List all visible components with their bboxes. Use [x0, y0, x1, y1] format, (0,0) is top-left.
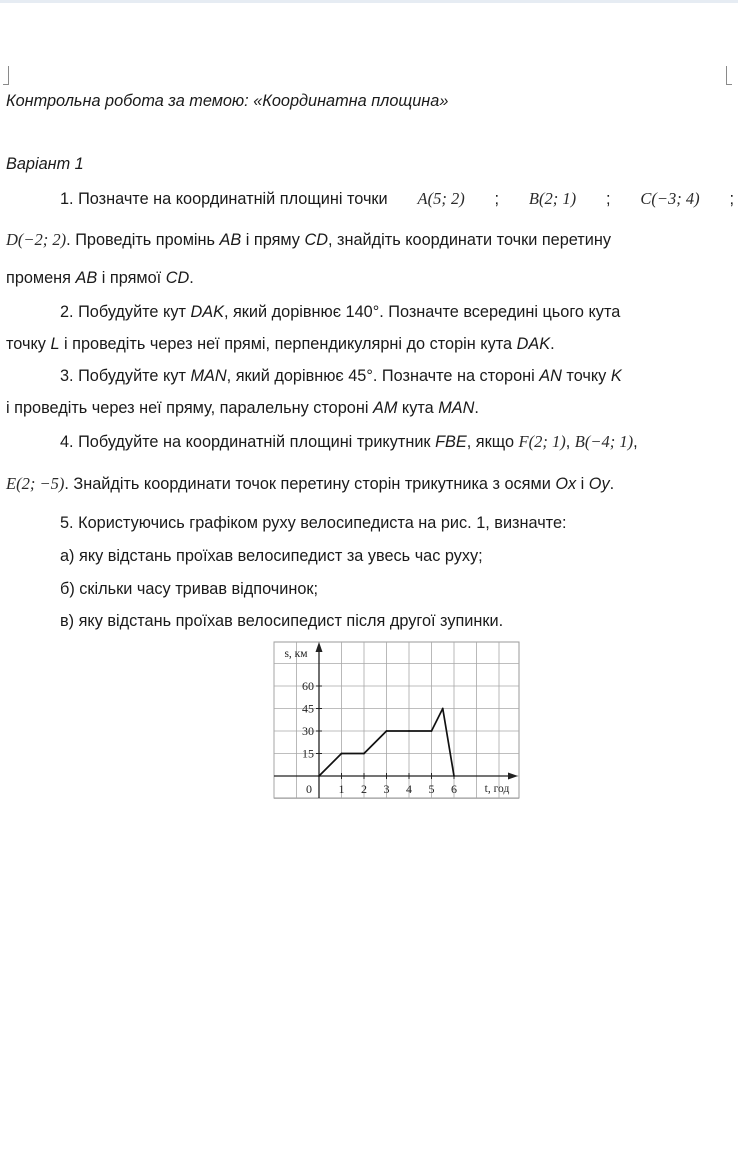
side-am: AM	[372, 399, 398, 417]
y-tick-label: 60	[302, 679, 314, 693]
task4-line2	[6, 474, 614, 494]
task1-intro: 1. Позначте на координатній площині точки	[60, 190, 388, 208]
document-title: Контрольна робота за темою: «Координатна площина»	[6, 92, 449, 110]
top-border	[0, 0, 738, 3]
line-cd: CD	[165, 269, 190, 287]
angle-dak: DAK	[516, 335, 551, 353]
x-tick-label: 1	[338, 782, 345, 796]
data-point	[386, 730, 388, 732]
separator: ;	[494, 190, 500, 208]
axis-oy: Oy	[588, 475, 610, 493]
text: точку	[6, 335, 51, 353]
data-point	[341, 753, 343, 755]
data-point	[431, 730, 433, 732]
task3-line2	[6, 398, 479, 418]
chart-labels	[284, 648, 509, 795]
task5-question-b: б) скільки часу тривав відпочинок;	[60, 580, 319, 598]
data-point	[453, 775, 455, 777]
grid-border	[274, 642, 519, 798]
task1-line2	[6, 230, 611, 250]
task5-question-c: в) яку відстань проїхав велосипедист після другої зупинки.	[60, 612, 504, 630]
separator: ;	[605, 190, 611, 208]
task1-line1	[60, 189, 734, 209]
ray-ab: AB	[75, 269, 98, 287]
x-tick-label: 5	[428, 782, 435, 796]
origin-label: 0	[306, 782, 312, 796]
task3-line1	[60, 366, 622, 386]
angle-man: MAN	[438, 399, 475, 417]
chart-grid	[274, 642, 519, 799]
point-f: F(2; 1)	[518, 432, 566, 451]
page-corner-mark-right	[726, 66, 732, 85]
text: 4. Побудуйте на координатній площині трикутник	[60, 433, 436, 451]
task4-line1	[60, 432, 638, 452]
point-c: C(−3; 4)	[640, 189, 700, 208]
point-b: B(−4; 1)	[574, 432, 634, 451]
y-tick-label: 15	[302, 746, 314, 761]
text: .	[550, 335, 555, 353]
point-b: B(2; 1)	[528, 189, 577, 208]
text: .	[189, 269, 194, 287]
task5-question-a: а) яку відстань проїхав велосипедист за увесь час руху;	[60, 547, 483, 565]
axis-ox: Ox	[555, 475, 577, 493]
text: , який дорівнює 45°. Позначте на стороні	[226, 367, 540, 385]
angle-dak: DAK	[190, 303, 224, 321]
variant-heading: Варіант 1	[6, 155, 84, 173]
text: променя	[6, 269, 76, 287]
data-point	[318, 775, 320, 777]
task5-intro: 5. Користуючись графіком руху велосипедиста на рис. 1, визначте:	[60, 514, 567, 532]
x-tick-label: 6	[451, 782, 457, 796]
text: кута	[397, 399, 439, 417]
text: і пряму	[241, 231, 305, 249]
task2-line1	[60, 302, 620, 322]
text: точку	[561, 367, 611, 385]
text: .	[474, 399, 479, 417]
line-cd: CD	[304, 231, 328, 249]
text: , знайдіть координати точки перетину	[327, 231, 611, 249]
text: і проведіть через неї прямі, перпендикулярні до сторін кута	[59, 335, 517, 353]
data-point	[408, 730, 410, 732]
separator: ,	[633, 433, 638, 451]
text: 3. Побудуйте кут	[60, 367, 191, 385]
text: .	[609, 475, 615, 493]
x-axis-arrow	[508, 773, 518, 780]
text: , який дорівнює 140°. Позначте всередині цього кута	[223, 303, 621, 321]
point-l: L	[50, 335, 60, 353]
data-point	[442, 708, 444, 710]
chart-axes	[274, 642, 518, 798]
text: і прямої	[97, 269, 166, 287]
angle-man: MAN	[190, 367, 227, 385]
ray-ab: AB	[219, 231, 242, 249]
y-tick-label: 30	[302, 724, 314, 738]
point-a: A(5; 2)	[417, 189, 465, 208]
task1-line3	[6, 268, 194, 288]
point-k: K	[610, 367, 622, 385]
y-axis-label: s, км	[284, 648, 308, 660]
task2-line2	[6, 334, 555, 354]
x-tick-label: 2	[361, 782, 367, 796]
text: , якщо	[466, 433, 519, 451]
y-tick-label: 45	[302, 701, 314, 716]
text: . Знайдіть координати точок перетину сторін трикутника з осями	[64, 475, 556, 493]
cyclist-motion-chart	[260, 638, 522, 804]
page-corner-mark-left	[3, 66, 9, 85]
text: і проведіть через неї пряму, паралельну стороні	[6, 399, 373, 417]
x-tick-label: 4	[406, 782, 412, 796]
point-d: D(−2; 2)	[6, 230, 67, 249]
separator: ,	[565, 433, 571, 451]
x-axis-label: t, год	[484, 783, 510, 795]
side-an: AN	[539, 367, 562, 385]
triangle-fbe: FBE	[435, 433, 467, 451]
text: і	[576, 475, 589, 493]
separator: ;	[729, 190, 734, 208]
data-point	[363, 753, 365, 755]
x-tick-label: 3	[383, 782, 390, 796]
point-e: E(2; −5)	[6, 474, 65, 493]
y-axis-arrow	[316, 642, 323, 652]
text: . Проведіть промінь	[66, 231, 220, 249]
text: 2. Побудуйте кут	[60, 303, 191, 321]
